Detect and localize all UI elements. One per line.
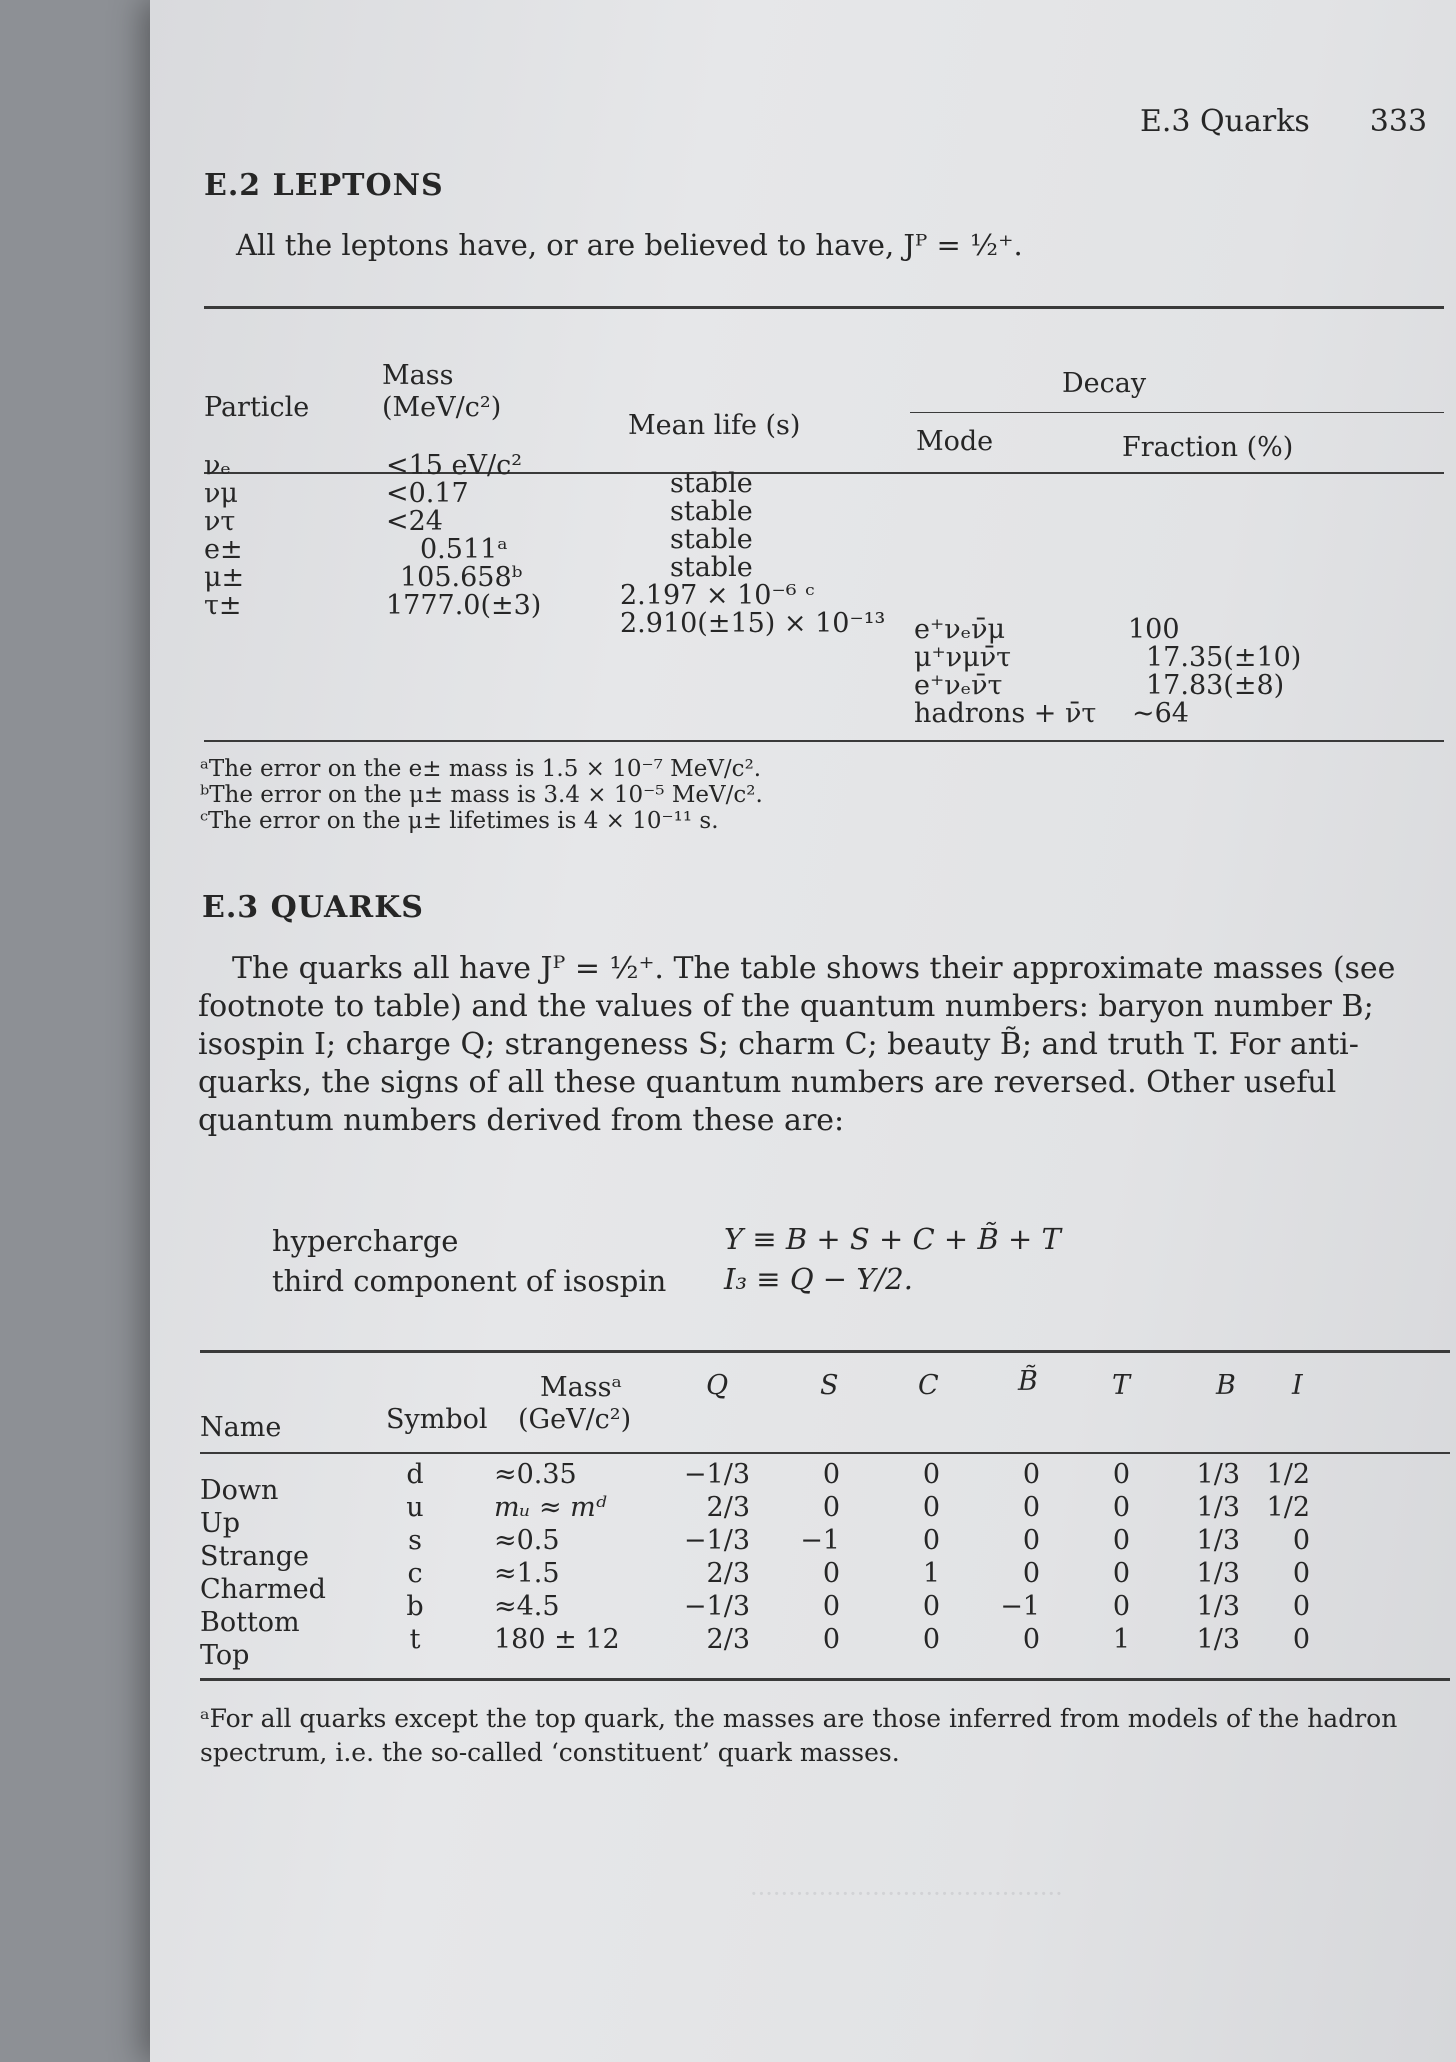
lepton-mean-life: stable <box>670 468 753 499</box>
bleed-through-text: ········································· <box>750 1880 1063 1908</box>
lepton-mean-life: stable <box>670 496 753 527</box>
lepton-mean-life: 2.910(±15) × 10⁻¹³ <box>620 608 886 639</box>
quarks-paragraph <box>198 950 1396 1140</box>
lepton-mass: <0.17 <box>386 478 469 509</box>
lepton-decay-mode: μ⁺νμν̄τ <box>914 642 1012 673</box>
paragraph-line: footnote to table) and the values of the quantum numbers: baryon number B; <box>198 989 1374 1024</box>
quark-Q: 2/3 <box>706 1492 750 1523</box>
quark-header-C: C <box>918 1370 939 1401</box>
quark-S: 0 <box>822 1492 840 1523</box>
quark-T: 0 <box>1112 1459 1130 1490</box>
page-number: 333 <box>1369 104 1428 139</box>
quark-mass: ≈4.5 <box>494 1591 560 1622</box>
leptons-heading: E.2 LEPTONS <box>204 168 444 203</box>
lepton-footnote: ᵇThe error on the μ± mass is 3.4 × 10⁻⁵ MeV/c². <box>200 782 763 808</box>
lepton-header-mass-units: (MeV/c²) <box>382 392 502 423</box>
quark-Q: −1/3 <box>683 1525 750 1556</box>
quark-header-T: T <box>1112 1370 1131 1401</box>
lepton-decay-fraction-column <box>1128 616 1301 728</box>
quark-name: Top <box>200 1640 250 1671</box>
lepton-decay-mode: hadrons + ν̄τ <box>914 698 1097 729</box>
quark-C: 0 <box>922 1525 940 1556</box>
quark-S: 0 <box>822 1558 840 1589</box>
lepton-mass-column <box>386 452 541 620</box>
lepton-decay-mode-column <box>914 616 1096 728</box>
derived-hypercharge-name: hypercharge <box>272 1224 459 1258</box>
quark-C: 0 <box>922 1492 940 1523</box>
lepton-mean-life-column <box>620 470 885 638</box>
quark-Q: −1/3 <box>683 1459 750 1490</box>
quark-mass: mᵤ ≈ mᵈ <box>494 1492 607 1523</box>
quark-symbol: u <box>406 1492 424 1523</box>
quark-T: 0 <box>1112 1492 1130 1523</box>
quark-I: 1/2 <box>1266 1492 1310 1523</box>
lepton-decay-mode: e⁺νₑν̄μ <box>914 614 1006 645</box>
quark-footnote: spectrum, i.e. the so-called ‘constituent’ quark masses. <box>200 1738 900 1767</box>
quark-mass: 180 ± 12 <box>494 1624 620 1655</box>
quark-symbol: t <box>409 1624 421 1655</box>
quark-mass: ≈0.5 <box>494 1525 560 1556</box>
quark-symbol: d <box>406 1459 424 1490</box>
quark-header-I: I <box>1292 1370 1303 1401</box>
lepton-particle: μ± <box>204 562 245 593</box>
quark-table-bottom-rule <box>200 1678 1450 1681</box>
lepton-decay-fraction: 17.83(±8) <box>1146 670 1285 701</box>
quark-T-column <box>1080 1458 1130 1656</box>
lepton-mass: 105.658ᵇ <box>400 562 523 593</box>
quark-T: 0 <box>1112 1558 1130 1589</box>
quark-beauty: 0 <box>1022 1492 1040 1523</box>
quarks-heading: E.3 QUARKS <box>202 890 424 925</box>
quark-beauty-column <box>980 1458 1040 1656</box>
quark-mass-column <box>494 1458 620 1656</box>
quark-I-column <box>1250 1458 1310 1656</box>
quark-B-column <box>1180 1458 1240 1656</box>
derived-isospin-name: third component of isospin <box>272 1264 667 1298</box>
quark-mass: ≈1.5 <box>494 1558 560 1589</box>
paragraph-line: quantum numbers derived from these are: <box>198 1103 845 1138</box>
quark-C-column <box>890 1458 940 1656</box>
quark-symbol: s <box>408 1525 422 1556</box>
quark-header-mass: Massᵃ <box>540 1372 622 1403</box>
lepton-decay-fraction: 17.35(±10) <box>1146 642 1302 673</box>
lepton-decay-fraction: ~64 <box>1132 698 1189 729</box>
paragraph-line: quarks, the signs of all these quantum numbers are reversed. Other useful <box>198 1065 1337 1100</box>
quark-name: Bottom <box>200 1607 300 1638</box>
quark-name-column <box>200 1474 326 1672</box>
quark-beauty: −1 <box>1000 1591 1040 1622</box>
quark-footnote: ᵃFor all quarks except the top quark, the masses are those inferred from models of the hadron <box>200 1704 1398 1733</box>
quark-name: Up <box>200 1508 241 1539</box>
quark-C: 1 <box>922 1558 940 1589</box>
table-top-rule <box>204 306 1444 309</box>
lepton-header-particle: Particle <box>204 392 310 423</box>
quark-beauty: 0 <box>1022 1525 1040 1556</box>
quark-Q: −1/3 <box>683 1591 750 1622</box>
paragraph-line: The quarks all have Jᴾ = ½⁺. The table shows their approximate masses (see <box>232 951 1396 986</box>
quark-I: 0 <box>1292 1624 1310 1655</box>
quark-table-top-rule <box>200 1350 1450 1353</box>
quark-C: 0 <box>922 1591 940 1622</box>
lepton-particle-column <box>204 452 244 620</box>
lepton-decay-fraction: 100 <box>1128 614 1180 645</box>
leptons-intro: All the leptons have, or are believed to have, Jᴾ = ½⁺. <box>236 228 1023 262</box>
lepton-header-mode: Mode <box>916 426 994 457</box>
derived-isospin-formula: I₃ ≡ Q − Y/2. <box>724 1262 913 1296</box>
quark-C: 0 <box>922 1459 940 1490</box>
quark-beauty: 0 <box>1022 1459 1040 1490</box>
quark-I: 0 <box>1292 1525 1310 1556</box>
quark-name: Down <box>200 1475 279 1506</box>
quark-S: 0 <box>822 1624 840 1655</box>
lepton-particle: τ± <box>204 590 242 621</box>
lepton-decay-mode: e⁺νₑν̄τ <box>914 670 1003 701</box>
quark-Q: 2/3 <box>706 1558 750 1589</box>
quark-mass: ≈0.35 <box>494 1459 577 1490</box>
lepton-particle: ντ <box>204 506 236 537</box>
quark-symbol-column <box>400 1458 430 1656</box>
quark-S: −1 <box>800 1525 840 1556</box>
lepton-header-mean-life: Mean life (s) <box>628 410 801 441</box>
quark-symbol: b <box>406 1591 424 1622</box>
lepton-footnote: ᵃThe error on the e± mass is 1.5 × 10⁻⁷ MeV/c². <box>200 756 762 782</box>
quark-B: 1/3 <box>1196 1525 1240 1556</box>
lepton-header-mass: Mass <box>382 360 454 391</box>
quark-header-mass-units: (GeV/c²) <box>518 1404 632 1435</box>
book-page <box>150 0 1456 2062</box>
derived-hypercharge-formula: Y ≡ B + S + C + B̃ + T <box>724 1222 1061 1256</box>
quark-B: 1/3 <box>1196 1624 1240 1655</box>
quark-S: 0 <box>822 1459 840 1490</box>
quark-T: 0 <box>1112 1525 1130 1556</box>
decay-subheader-rule <box>910 412 1444 413</box>
lepton-header-fraction: Fraction (%) <box>1122 432 1294 463</box>
quark-I: 0 <box>1292 1558 1310 1589</box>
quark-Q: 2/3 <box>706 1624 750 1655</box>
quark-beauty: 0 <box>1022 1624 1040 1655</box>
quark-T: 1 <box>1112 1624 1130 1655</box>
running-head-section: E.3 Quarks <box>1140 104 1310 139</box>
quark-Q-column <box>680 1458 750 1656</box>
quark-header-S: S <box>820 1370 839 1401</box>
quark-header-beauty: B̃ <box>1018 1366 1038 1397</box>
quark-C: 0 <box>922 1624 940 1655</box>
table-bottom-rule <box>204 740 1444 742</box>
quark-S-column <box>790 1458 840 1656</box>
lepton-header-decay: Decay <box>1062 368 1147 399</box>
lepton-footnote: ᶜThe error on the μ± lifetimes is 4 × 10⁻¹¹ s. <box>200 808 719 834</box>
lepton-mass: <24 <box>386 506 443 537</box>
lepton-particle: νₑ <box>204 450 231 481</box>
quark-header-symbol: Symbol <box>386 1404 488 1435</box>
quark-header-name: Name <box>200 1412 282 1443</box>
quark-beauty: 0 <box>1022 1558 1040 1589</box>
lepton-mean-life: 2.197 × 10⁻⁶ ᶜ <box>620 580 815 611</box>
quark-header-Q: Q <box>706 1370 729 1401</box>
quark-I: 0 <box>1292 1591 1310 1622</box>
lepton-mass: 0.511ᵃ <box>420 534 508 565</box>
paragraph-line: isospin I; charge Q; strangeness S; charm C; beauty B̃; and truth T. For anti- <box>198 1027 1359 1062</box>
quark-T: 0 <box>1112 1591 1130 1622</box>
quark-B: 1/3 <box>1196 1459 1240 1490</box>
lepton-mean-life: stable <box>670 552 753 583</box>
quark-B: 1/3 <box>1196 1558 1240 1589</box>
lepton-mass: 1777.0(±3) <box>386 590 542 621</box>
quark-symbol: c <box>407 1558 423 1589</box>
quark-name: Strange <box>200 1541 310 1572</box>
quark-B: 1/3 <box>1196 1492 1240 1523</box>
lepton-particle: νμ <box>204 478 238 509</box>
lepton-mean-life: stable <box>670 524 753 555</box>
running-head <box>1140 104 1427 139</box>
quark-name: Charmed <box>200 1574 326 1605</box>
lepton-particle: e± <box>204 534 243 565</box>
quark-header-bottom-rule <box>200 1452 1450 1454</box>
quark-header-B: B <box>1216 1370 1236 1401</box>
quark-I: 1/2 <box>1266 1459 1310 1490</box>
quark-S: 0 <box>822 1591 840 1622</box>
quark-B: 1/3 <box>1196 1591 1240 1622</box>
lepton-mass: <15 eV/c² <box>386 450 523 481</box>
